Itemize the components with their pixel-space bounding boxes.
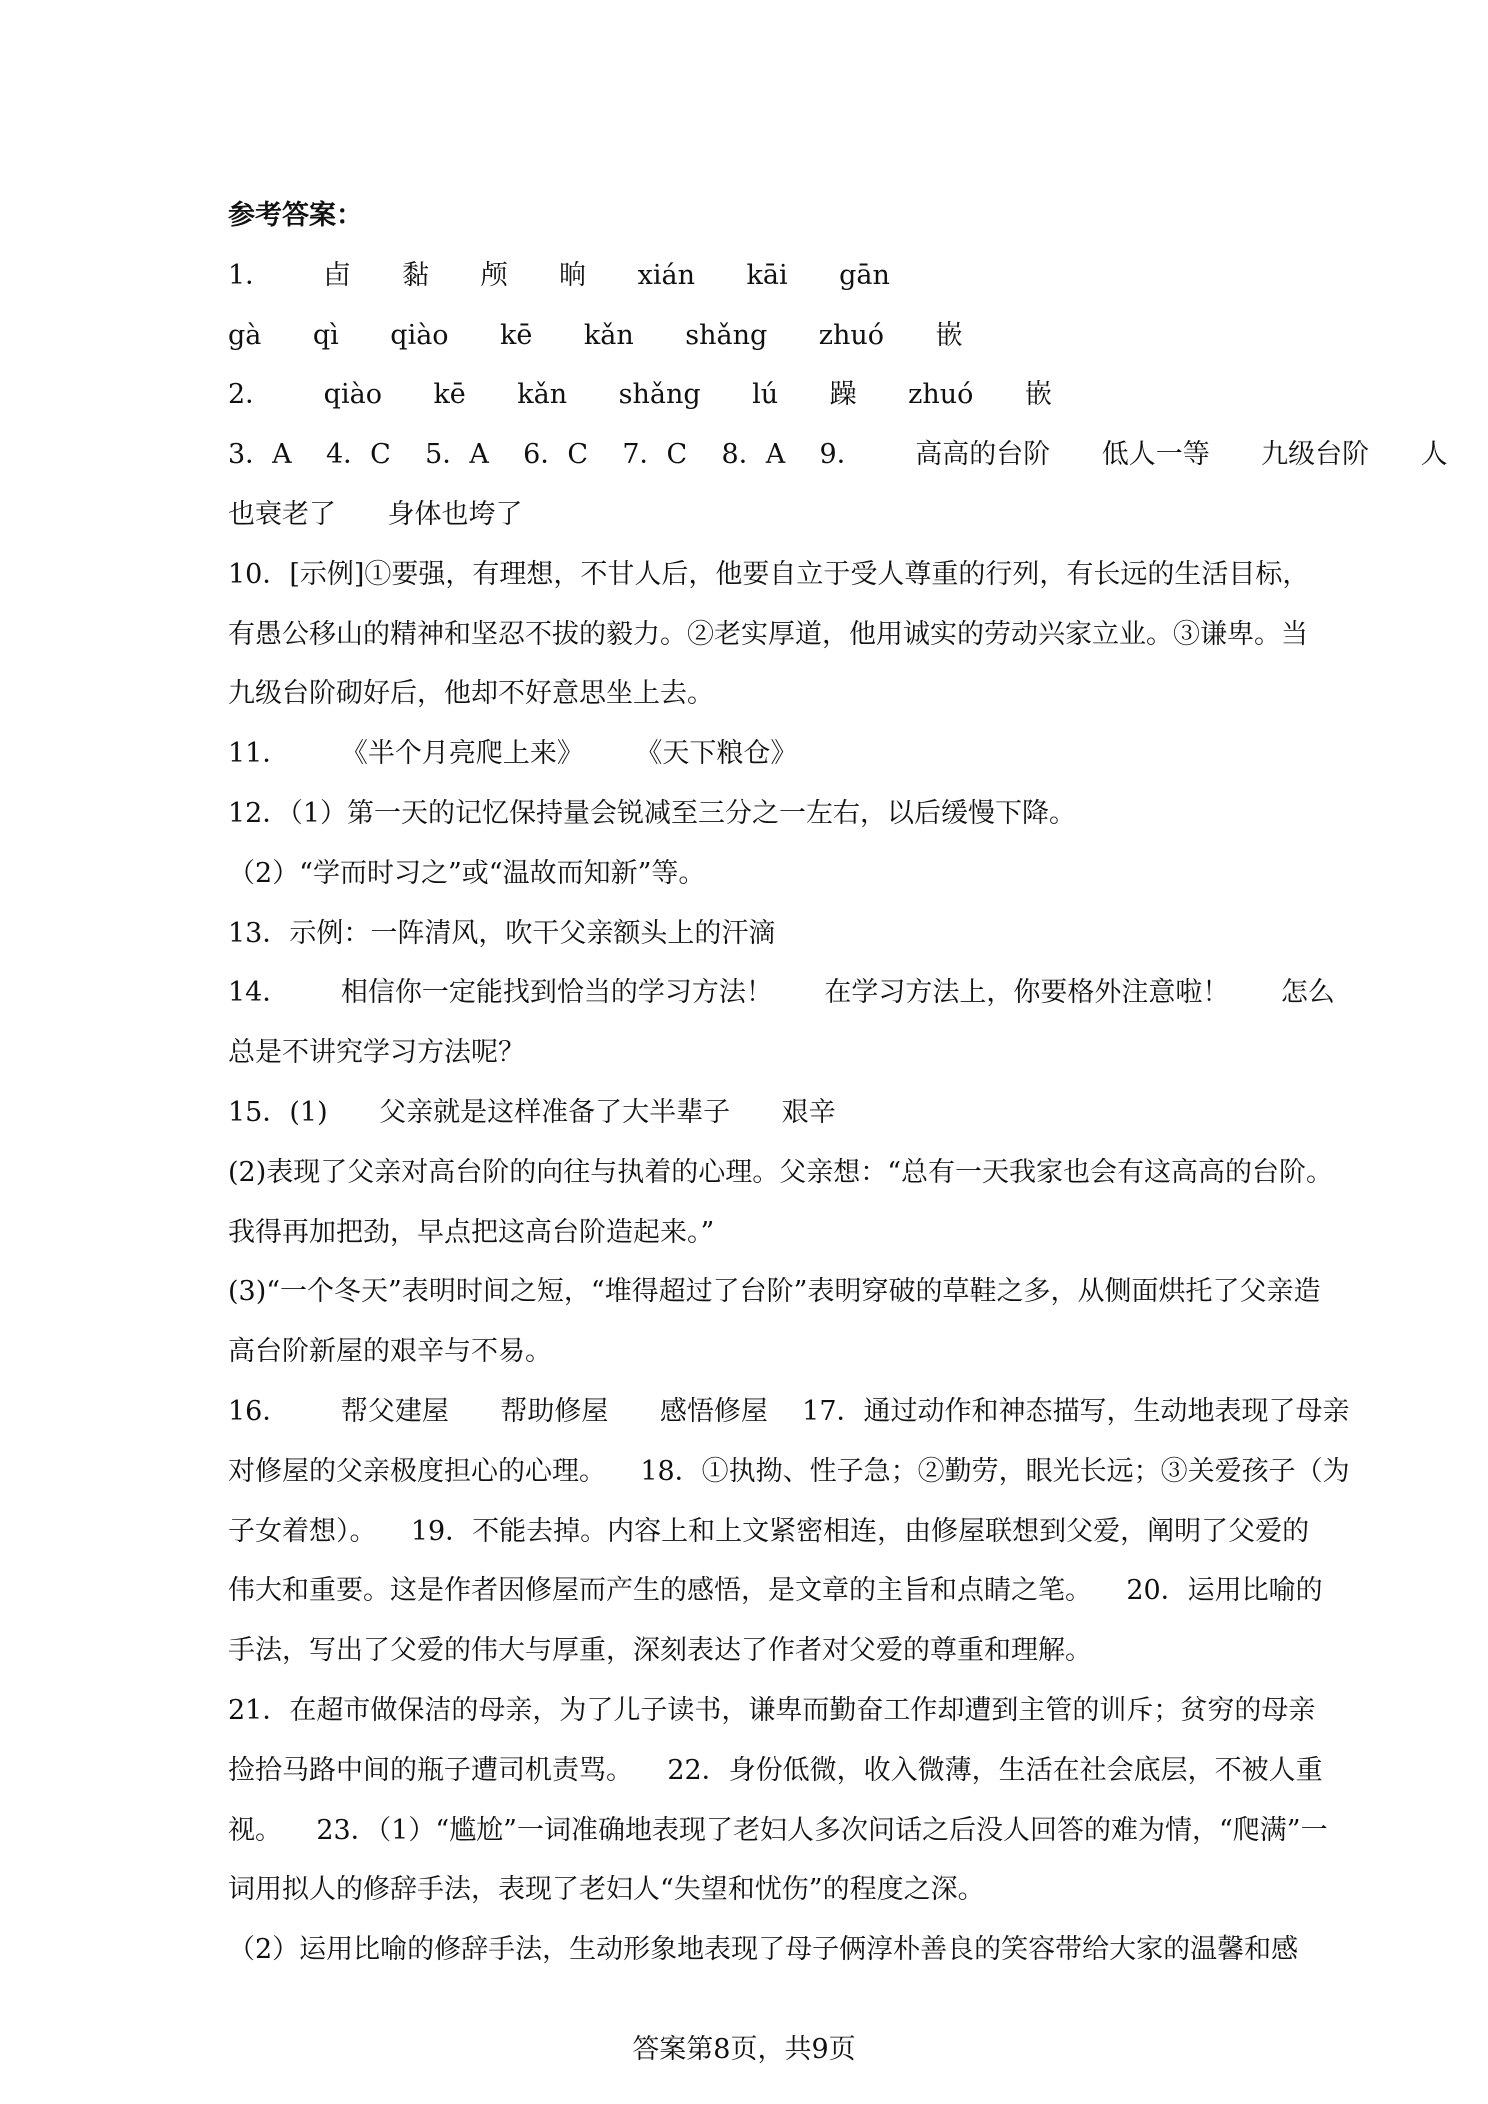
answer-line: 高台阶新屋的艰辛与不易。 [228,1336,552,1368]
answer-line: 有愚公移山的精神和坚忍不拔的毅力。②老实厚道，他用诚实的劳动兴家立业。③谦卑。当 [228,618,1308,650]
answer-line: 10．[示例]①要强，有理想，不甘人后，他要自立于受人尊重的行列，有长远的生活目标， [228,558,1310,590]
answer-line: 1． 卣 黏 颅 晌 xián kāi gān [228,259,890,291]
answer-line: （2）运用比喻的修辞手法，生动形象地表现了母子俩淳朴善良的笑容带给大家的温馨和感 [228,1934,1299,1966]
answers-heading: 参考答案： [228,200,363,231]
answer-line: 视。 23．（1）“尴尬”一词准确地表现了老妇人多次问话之后没人回答的难为情，“爬满”一 [228,1814,1328,1846]
answer-line: 11． 《半个月亮爬上来》 《天下粮仓》 [228,738,798,770]
answer-line: gà qì qiào kē kǎn shǎng zhuó 嵌 [228,319,963,351]
answer-line: 手法，写出了父爱的伟大与厚重，深刻表达了作者对父爱的尊重和理解。 [228,1635,1092,1667]
answer-line: 伟大和重要。这是作者因修屋而产生的感悟，是文章的主旨和点睛之笔。 20．运用比喻的 [228,1575,1323,1607]
answer-line: 子女着想）。 19．不能去掉。内容上和上文紧密相连，由修屋联想到父爱，阐明了父爱的 [228,1515,1310,1547]
answer-line: （2）“学而时习之”或“温故而知新”等。 [228,857,706,889]
answer-line: 捡拾马路中间的瓶子遭司机责骂。 22．身份低微，收入微薄，生活在社会底层，不被人重 [228,1754,1323,1786]
answer-line: 12．（1）第一天的记忆保持量会锐减至三分之一左右，以后缓慢下降。 [228,797,1077,829]
answer-line: (2)表现了父亲对高台阶的向往与执着的心理。父亲想：“总有一天我家也会有这高高的台阶。 [228,1156,1334,1188]
answer-line: 也衰老了 身体也垮了 [228,498,523,530]
answer-line: 2． qiào kē kǎn shǎng lú 躁 zhuó 嵌 [228,379,1052,411]
answer-line: (3)“一个冬天”表明时间之短，“堆得超过了台阶”表明穿破的草鞋之多，从侧面烘托了父亲造 [228,1276,1321,1308]
answer-line: 15．(1) 父亲就是这样准备了大半辈子 艰辛 [228,1096,836,1128]
answer-line: 21．在超市做保洁的母亲，为了儿子读书，谦卑而勤奋工作却遭到主管的训斥；贫穷的母亲 [228,1694,1316,1726]
answer-line: 总是不讲究学习方法呢？ [228,1037,525,1069]
answer-line: 16． 帮父建屋 帮助修屋 感悟修屋 17．通过动作和神态描写，生动地表现了母亲 [228,1395,1350,1427]
answer-line: 对修屋的父亲极度担心的心理。 18．①执拗、性子急；②勤劳，眼光长远；③关爱孩子（为 [228,1455,1350,1487]
answer-line: 九级台阶砌好后，他却不好意思坐上去。 [228,678,714,710]
answer-line: 词用拟人的修辞手法，表现了老妇人“失望和忧伤”的程度之深。 [228,1874,985,1906]
page-footer: 答案第8页，共9页 [632,2034,856,2065]
answer-line: 我得再加把劲，早点把这高台阶造起来。” [228,1216,715,1248]
answer-content [228,186,1448,1980]
answer-line: 14． 相信你一定能找到恰当的学习方法！ 在学习方法上，你要格外注意啦！ 怎么 [228,977,1335,1009]
answer-line: 3．A 4．C 5．A 6．C 7．C 8．A 9． 高高的台阶 低人一等 九级台阶 人 [228,439,1448,471]
answer-line: 13．示例：一阵清风，吹干父亲额头上的汗滴 [228,917,776,949]
